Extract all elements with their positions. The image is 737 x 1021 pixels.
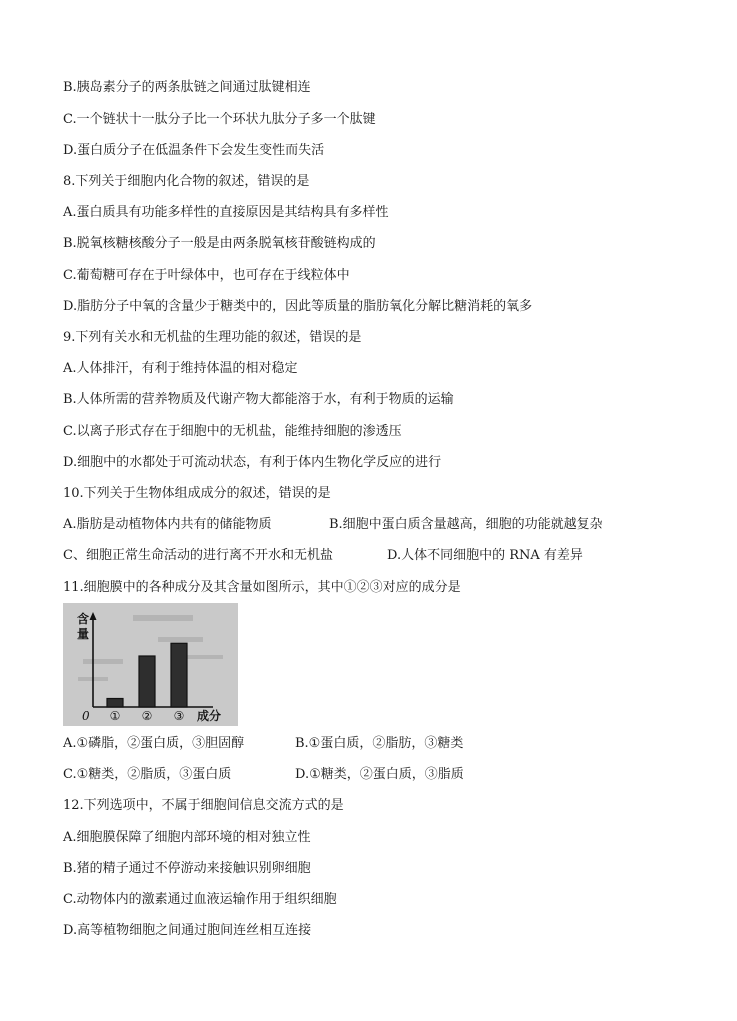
q11-option-d: D.①糖类，②蛋白质，③脂质 xyxy=(295,767,464,782)
q11-stem: 11.细胞膜中的各种成分及其含量如图所示，其中①②③对应的成分是 xyxy=(63,580,461,595)
y-axis-label-bottom: 量 xyxy=(77,627,90,641)
q7-option-b: B.胰岛素分子的两条肽链之间通过肽键相连 xyxy=(63,80,311,95)
q12-option-c: C.动物体内的激素通过血液运输作用于组织细胞 xyxy=(63,892,337,907)
q10-option-b: B.细胞中蛋白质含量越高，细胞的功能就越复杂 xyxy=(329,517,603,532)
q10-option-a: A.脂肪是动植物体内共有的储能物质 xyxy=(63,517,272,532)
x-tick-label-1: ① xyxy=(109,709,121,723)
q8-stem: 8.下列关于细胞内化合物的叙述，错误的是 xyxy=(63,174,310,189)
bar-1 xyxy=(107,699,123,708)
q12-stem: 12.下列选项中，不属于细胞间信息交流方式的是 xyxy=(63,798,344,813)
q8-option-c: C.葡萄糖可存在于叶绿体中，也可存在于线粒体中 xyxy=(63,268,350,283)
q9-option-a: A.人体排汗，有利于维持体温的相对稳定 xyxy=(63,361,298,376)
q11-option-a: A.①磷脂，②蛋白质，③胆固醇 xyxy=(63,736,245,751)
membrane-composition-chart xyxy=(63,603,238,726)
q12-option-b: B.猪的精子通过不停游动来接触识别卵细胞 xyxy=(63,861,311,876)
q9-stem: 9.下列有关水和无机盐的生理功能的叙述，错误的是 xyxy=(63,330,362,345)
q10-stem: 10.下列关于生物体组成成分的叙述，错误的是 xyxy=(63,486,331,501)
q10-option-d: D.人体不同细胞中的 RNA 有差异 xyxy=(387,548,583,563)
q7-option-d: D.蛋白质分子在低温条件下会发生变性而失活 xyxy=(63,143,325,158)
q11-option-c: C.①糖类，②脂质，③蛋白质 xyxy=(63,767,232,782)
q9-option-b: B.人体所需的营养物质及代谢产物大都能溶于水，有利于物质的运输 xyxy=(63,392,454,407)
q12-option-d: D.高等植物细胞之间通过胞间连丝相互连接 xyxy=(63,923,312,938)
q9-option-c: C.以离子形式存在于细胞中的无机盐，能维持细胞的渗透压 xyxy=(63,424,402,439)
q12-option-a: A.细胞膜保障了细胞内部环境的相对独立性 xyxy=(63,830,311,845)
q10-option-c: C、细胞正常生命活动的进行离不开水和无机盐 xyxy=(63,548,333,563)
origin-label: 0 xyxy=(82,709,90,723)
bar-3 xyxy=(171,643,187,707)
x-tick-label-2: ② xyxy=(141,709,153,723)
q8-option-a: A.蛋白质具有功能多样性的直接原因是其结构具有多样性 xyxy=(63,205,389,220)
q9-option-d: D.细胞中的水都处于可流动状态，有利于体内生物化学反应的进行 xyxy=(63,455,442,470)
q7-option-c: C.一个链状十一肽分子比一个环状九肽分子多一个肽键 xyxy=(63,112,376,127)
x-axis-label: 成分 xyxy=(197,709,222,723)
bar-2 xyxy=(139,656,155,707)
q8-option-d: D.脂肪分子中氧的含量少于糖类中的，因此等质量的脂肪氧化分解比糖消耗的氧多 xyxy=(63,299,533,314)
q11-option-b: B.①蛋白质，②脂肪，③糖类 xyxy=(295,736,464,751)
x-tick-label-3: ③ xyxy=(173,709,185,723)
q8-option-b: B.脱氧核糖核酸分子一般是由两条脱氧核苷酸链构成的 xyxy=(63,236,376,251)
y-axis-label-top: 含 xyxy=(77,612,90,626)
